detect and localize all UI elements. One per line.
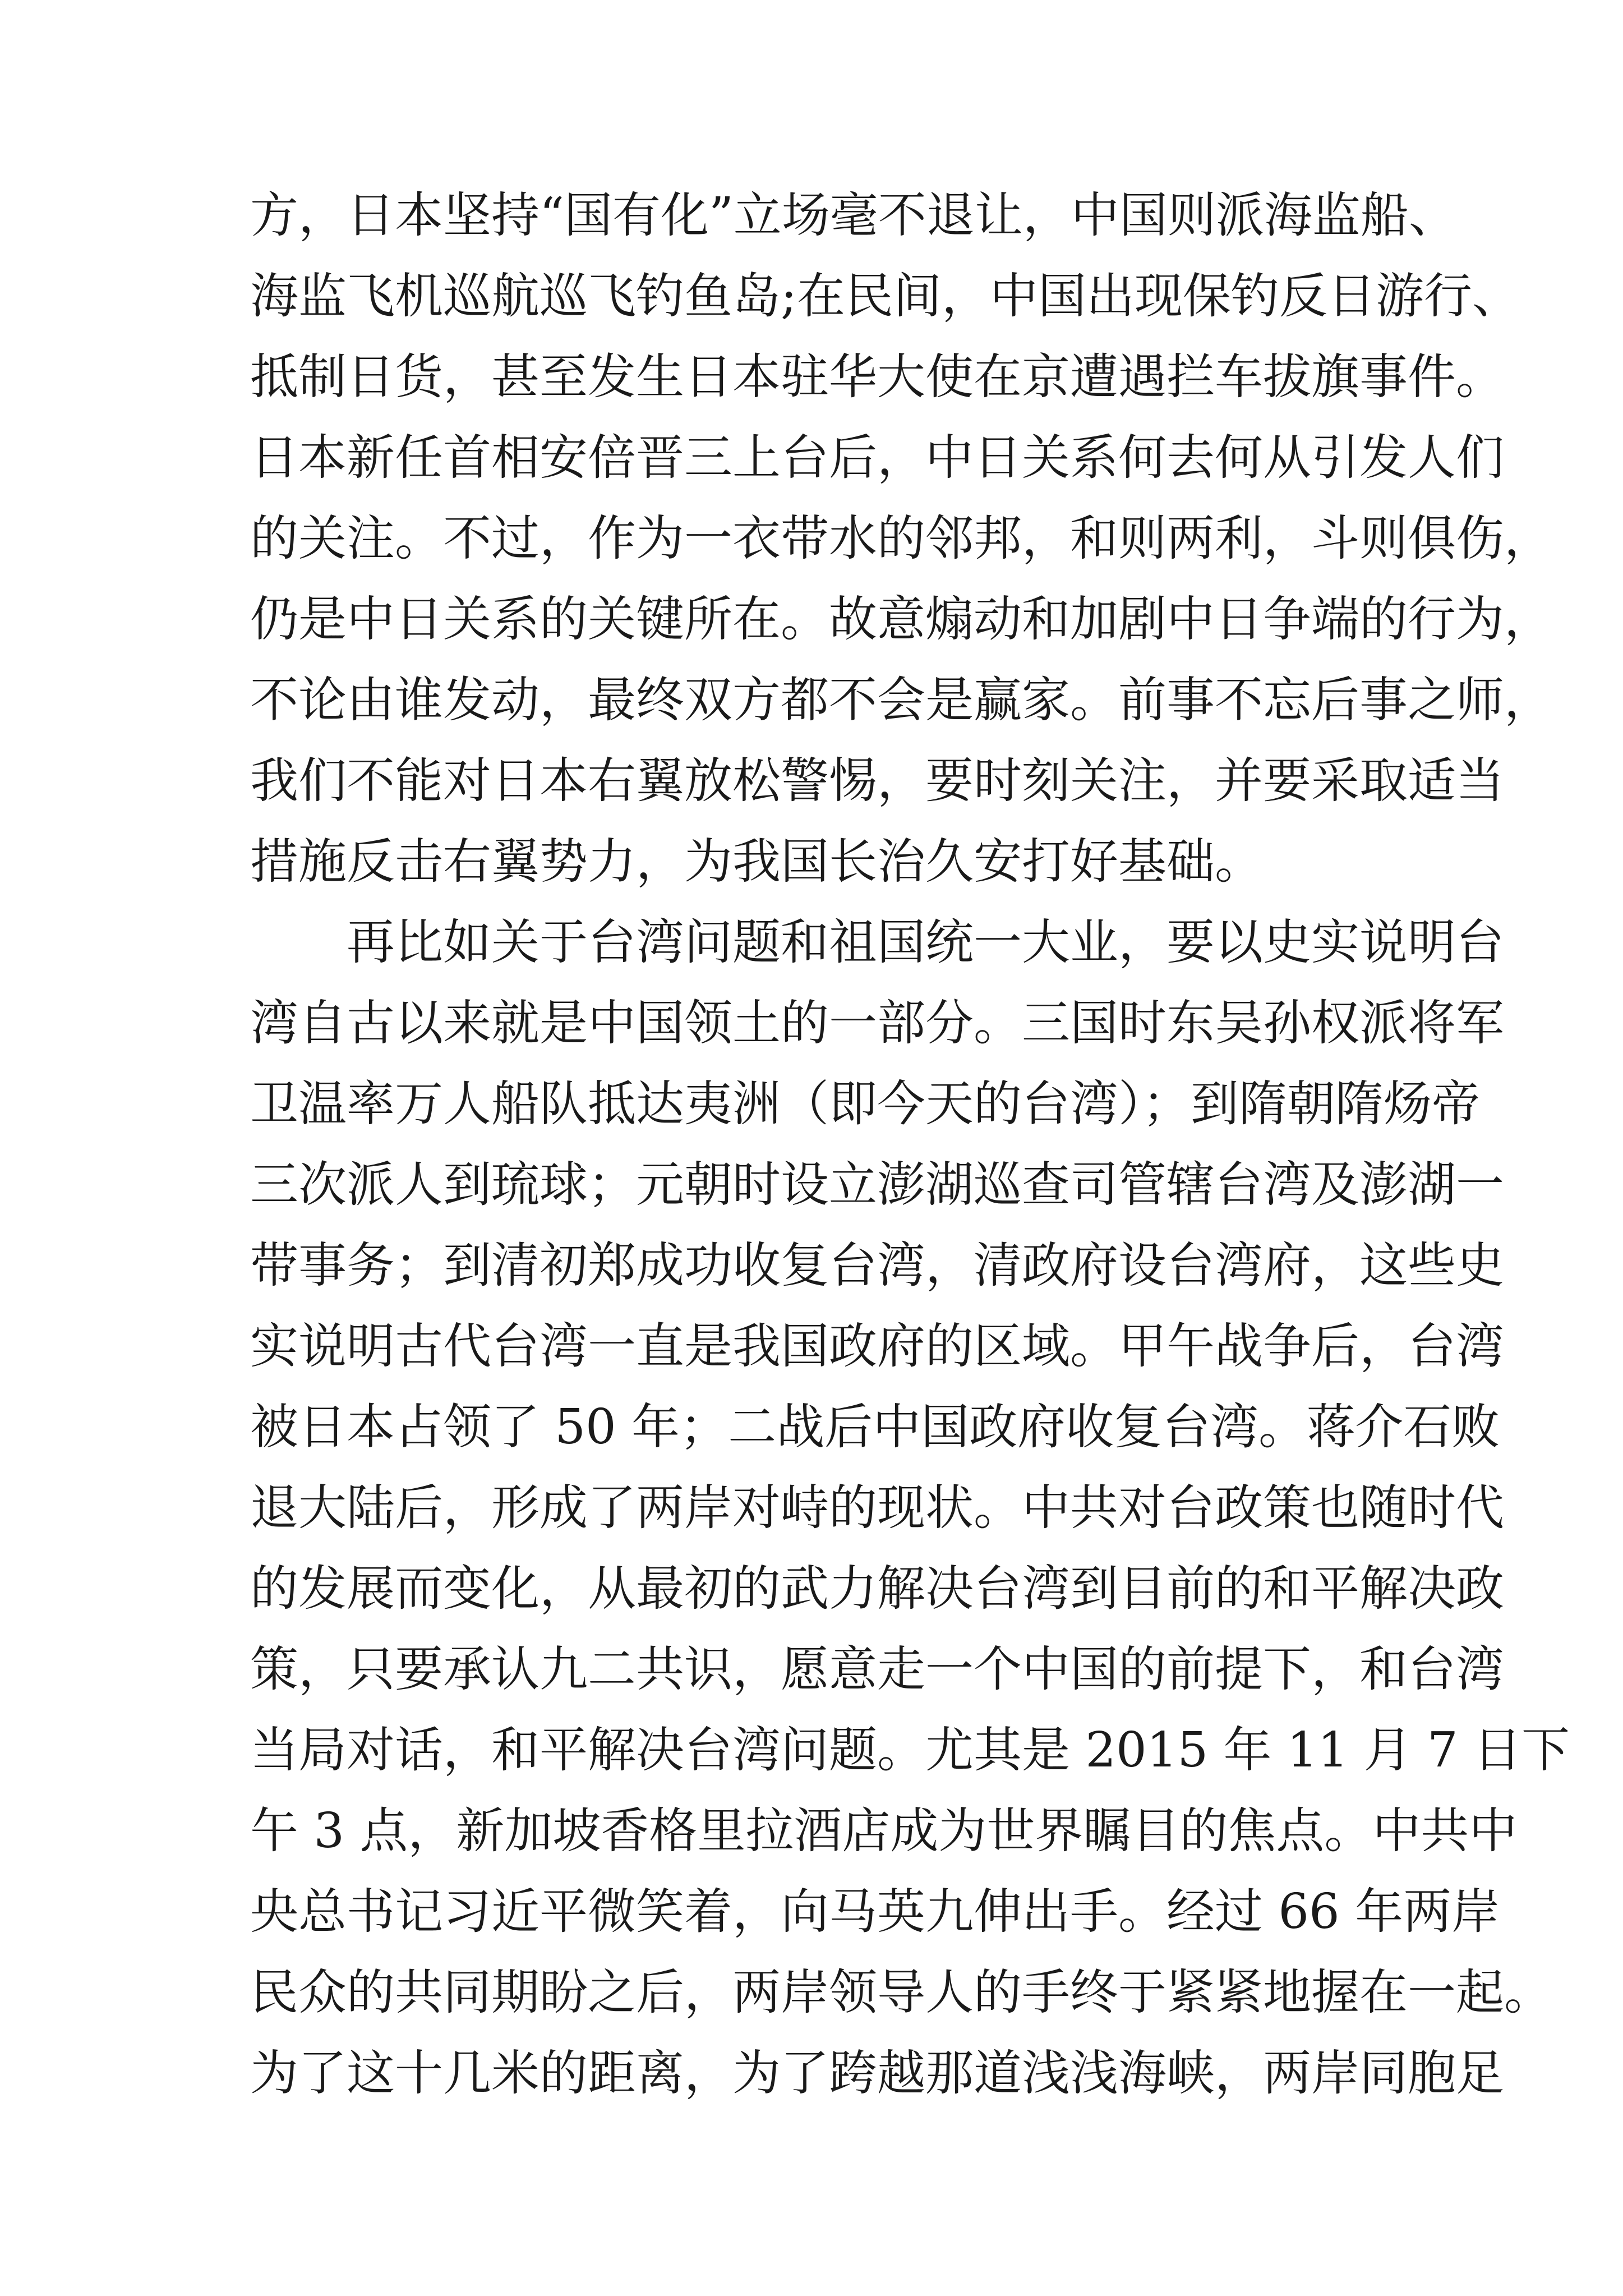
text-line: 三次派人到琉球；元朝时设立澎湖巡查司管辖台湾及澎湖一: [250, 1157, 1504, 1213]
text-line: 退大陆后，形成了两岸对峙的现状。中共对台政策也随时代: [250, 1480, 1504, 1536]
paragraph-start-line: 再比如关于台湾问题和祖国统一大业，要以史实说明台: [347, 914, 1504, 970]
text-line: 日本新任首相安倍晋三上台后，中日关系何去何从引发人们: [250, 430, 1504, 486]
text-line: 被日本占领了 50 年；二战后中国政府收复台湾。蒋介石败: [250, 1399, 1500, 1455]
text-line: 午 3 点，新加坡香格里拉酒店成为世界瞩目的焦点。中共中: [250, 1803, 1518, 1859]
text-line: 带事务；到清初郑成功收复台湾，清政府设台湾府，这些史: [250, 1237, 1504, 1294]
text-line: 策，只要承认九二共识，愿意走一个中国的前提下，和台湾: [250, 1641, 1504, 1697]
text-line: 的发展而变化，从最初的武力解决台湾到目前的和平解决政: [250, 1561, 1504, 1617]
text-line: 海监飞机巡航巡飞钓鱼岛;在民间，中国出现保钓反日游行、: [250, 268, 1520, 324]
text-line: 湾自古以来就是中国领土的一部分。三国时东吴孙权派将军: [250, 995, 1504, 1051]
text-line: 央总书记习近平微笑着，向马英九伸出手。经过 66 年两岸: [250, 1884, 1500, 1940]
text-line: 方，日本坚持“国有化”立场毫不退让，中国则派海监船、: [250, 187, 1457, 243]
body-text: [250, 175, 1570, 2114]
text-line: 实说明古代台湾一直是我国政府的区域。甲午战争后，台湾: [250, 1318, 1504, 1374]
text-line: 仍是中日关系的关键所在。故意煽动和加剧中日争端的行为，: [250, 591, 1552, 647]
text-line: 卫温率万人船队抵达夷洲（即今天的台湾）；到隋朝隋炀帝: [250, 1076, 1480, 1132]
text-line: 当局对话，和平解决台湾问题。尤其是 2015 年 11 月 7 日下: [250, 1722, 1570, 1778]
text-line: 为了这十几米的距离，为了跨越那道浅浅海峡，两岸同胞足: [250, 2045, 1504, 2101]
text-line: 不论由谁发动，最终双方都不会是赢家。前事不忘后事之师，: [250, 672, 1552, 728]
text-line: 民众的共同期盼之后，两岸领导人的手终于紧紧地握在一起。: [250, 1964, 1552, 2021]
text-line: 抵制日货，甚至发生日本驻华大使在京遭遇拦车拔旗事件。: [250, 349, 1504, 405]
text-line: 的关注。不过，作为一衣带水的邻邦，和则两利，斗则俱伤，: [250, 510, 1552, 567]
text-line: 措施反击右翼势力，为我国长治久安打好基础。: [250, 834, 1263, 890]
text-line: 我们不能对日本右翼放松警惕，要时刻关注，并要采取适当: [250, 753, 1504, 809]
